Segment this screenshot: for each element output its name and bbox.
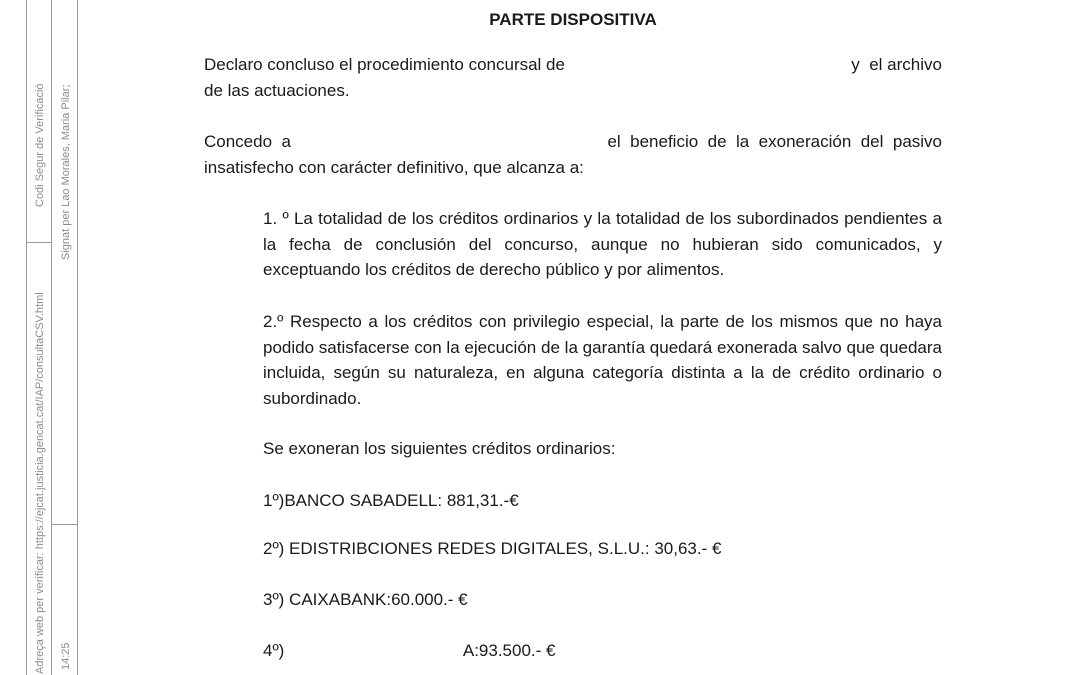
conclusion-text-before: Declaro concluso el procedimiento concursal de <box>204 55 565 74</box>
section-title: PARTE DISPOSITIVA <box>489 10 657 29</box>
csv-code-label: Codi Segur de Verificació <box>34 83 46 207</box>
credit-item-4-amount: A:93.500.- € <box>462 641 556 660</box>
stamp-border-middle <box>51 0 52 675</box>
credit-item-4-prefix: 4º) <box>263 641 285 660</box>
exoneration-text-before: Concedo a <box>204 132 291 151</box>
verification-url[interactable]: Adreça web per verificar: https://ejcat.justicia.gencat.cat/IAP/consultaCSV.html <box>34 292 46 674</box>
verification-stamp <box>0 0 80 675</box>
stamp-border-left <box>26 0 27 675</box>
list-item-1: 1. º La totalidad de los créditos ordinarios y la totalidad de los subordinados pendientes a la fecha de conclusión del concurso, aunque no hubieran sido comunicados, y exceptuando los créditos de derecho público y por alimentos. <box>263 209 942 279</box>
paragraph-exoneration <box>204 129 942 180</box>
signature-time: 14:25 <box>60 642 72 670</box>
stamp-divider-1 <box>26 242 51 243</box>
stamp-border-right <box>77 0 78 675</box>
list-item-2: 2.º Respecto a los créditos con privilegio especial, la parte de los mismos que no haya podido satisfacerse con la ejecución de la garantía quedará exonerada salvo que quedara incluida, según su naturaleza, en alguna categoría distinta a la de crédito ordinario o subordinado. <box>263 312 942 408</box>
exoneration-text-line2: insatisfecho con carácter definitivo, que alcanza a: <box>204 157 584 177</box>
stamp-divider-2 <box>51 524 77 525</box>
credit-item-2: 2º) EDISTRIBCIONES REDES DIGITALES, S.L.U.: 30,63.- € <box>263 539 722 558</box>
signed-by-label: Signat per Lao Morales, Maria Pilar; <box>60 84 72 260</box>
credit-item-3: 3º) CAIXABANK:60.000.- € <box>263 590 468 609</box>
exoneration-text-after: el beneficio de la exoneración del pasivo <box>607 132 942 151</box>
conclusion-text-line2: de las actuaciones. <box>204 80 350 100</box>
conclusion-text-after: y el archivo <box>851 55 942 74</box>
credits-intro: Se exoneran los siguientes créditos ordinarios: <box>263 439 616 458</box>
credit-item-1: 1º)BANCO SABADELL: 881,31.-€ <box>263 491 519 510</box>
credit-item-4 <box>263 638 583 664</box>
paragraph-conclusion <box>204 52 942 103</box>
